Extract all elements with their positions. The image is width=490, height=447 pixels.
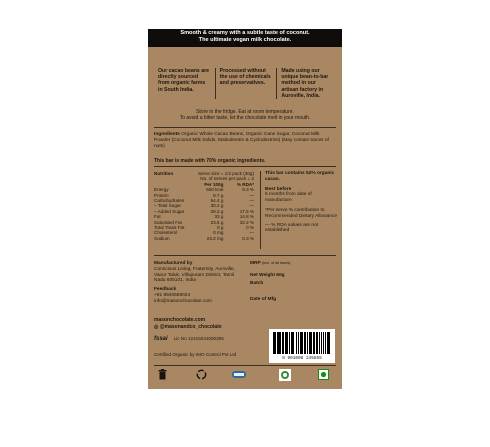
contact-links — [154, 317, 222, 331]
imo-icon — [232, 369, 246, 382]
serves-per-pack: No. of serves per pack = 2 — [200, 176, 254, 182]
instagram-handle: @masonandco_chocolate — [159, 324, 222, 330]
manufacturer-heading: Manufactured by — [154, 261, 193, 266]
barcode-bar — [301, 332, 302, 354]
col-rda: % RDA* — [236, 181, 254, 187]
barcode-bar — [289, 332, 290, 354]
barcode-bar — [279, 332, 280, 354]
retail-block — [250, 261, 338, 303]
bin-icon — [158, 369, 167, 382]
col-per100: Per 100g — [204, 181, 224, 187]
jaivik-bharat-icon — [279, 369, 291, 383]
nutrition-row: Total Trans Fat 0 g 0 % — [154, 225, 254, 231]
fssai-logo: fssai — [154, 336, 168, 342]
tagline-band — [148, 29, 342, 47]
divider — [154, 127, 336, 128]
recycle-icon — [196, 369, 207, 382]
feedback-email: info@masonchocolate.com — [154, 298, 212, 304]
net-weight: Net Weight 60g — [250, 272, 285, 278]
storage-instructions — [148, 109, 342, 122]
nutrition-row: Energy 550 kcal 8.3 % — [154, 187, 254, 193]
ingredients — [154, 132, 336, 150]
instagram-icon: ◎ — [154, 324, 159, 330]
mrp-note: (incl. of all taxes) — [262, 261, 291, 265]
rda-values-note: — % RDA values are not established — [265, 222, 319, 234]
nutrition-row: Protein 8.7 g — — [154, 192, 254, 198]
barcode-bar — [319, 332, 320, 354]
tagline-line-2: The ultimate vegan milk chocolate. — [198, 37, 292, 43]
feedback-heading: Feedback — [154, 287, 177, 293]
batch-label: Batch — [250, 280, 264, 286]
date-of-mfg-label: Date of Mfg — [250, 297, 277, 303]
nutrition-row: Cholesterol 0 mg — — [154, 230, 254, 236]
best-before-heading: Best before — [265, 186, 292, 192]
tagline-line-1: Smooth & creamy with a subtle taste of coconut. — [180, 30, 310, 36]
fssai-line — [154, 336, 224, 342]
barcode-bar — [323, 332, 324, 354]
nutrition-row: Saturated Fat 23.6 g 32.2 % — [154, 219, 254, 225]
nutrition-row: – Added Sugar 29.2 g 17.5 % — [154, 208, 254, 214]
barcode-bars — [273, 332, 331, 354]
chocolate-label — [148, 29, 342, 389]
best-before-text: 6 months from date of manufacture. — [265, 192, 312, 204]
feature-1: Our cacao beans are directly sourced from organic farms in South India. — [158, 68, 210, 93]
fssai-license: Lic No 12415031000355 — [173, 336, 224, 341]
barcode-bar — [329, 332, 330, 354]
barcode-number: 8 901008 245855 — [282, 356, 322, 361]
storage-line-1: Store in the fridge. Eat at room temperature. — [196, 109, 294, 115]
feature-3: Made using our unique bean-to-bar method in our artisan factory in Auroville, India. — [276, 68, 338, 99]
icon-row — [148, 367, 342, 385]
nutrition-panel — [154, 171, 254, 241]
divider — [154, 166, 336, 167]
manufacturer-address: Conscious Living, Fraternity, Auroville, Vanur Taluk, Villupuram District, Tamil Nadu 605101, India — [154, 266, 235, 284]
barcode-bar — [287, 332, 288, 354]
barcode-bar — [298, 332, 299, 354]
nutrition-row: Sodium 23.2 mg 0.3 % — [154, 235, 254, 241]
manufacturer-block — [154, 261, 242, 305]
rda-note: *Per serve % contribution to Recommended Dietary Allowance — [265, 207, 337, 219]
feedback-phone: +91 8940559024 — [154, 292, 191, 298]
nutrition-row: Fat 33 g 14.8 % — [154, 214, 254, 220]
divider — [154, 365, 336, 366]
barcode-bar — [283, 332, 284, 354]
website: masonchocolate.com — [154, 317, 206, 323]
nutrition-heading: Nutrition — [154, 171, 174, 176]
barcode — [269, 329, 335, 363]
certified-organic: Certified Organic by IMO Control Pvt Ltd — [154, 352, 237, 357]
organic-statement: This bar is made with 70% organic ingredients. — [154, 158, 266, 164]
ingredients-heading: Ingredients — [154, 132, 180, 137]
barcode-bar — [293, 332, 294, 354]
barcode-bar — [305, 332, 306, 354]
nutrition-row: Carbohydrates 54.4 g — — [154, 198, 254, 204]
divider — [154, 255, 336, 256]
mrp-label: MRP — [250, 261, 261, 266]
barcode-bar — [275, 332, 276, 354]
veg-mark-icon — [318, 369, 329, 382]
features-row — [154, 68, 338, 99]
serve-size: Serve size = 1/2 pack (30g) — [197, 171, 254, 176]
ingredients-text: Organic Whole Cacao Beans, Organic Cane Sugar, Coconut Milk Powder (Coconut Milk Solids, Maltodextrin & Cyclodextrins) (May contain traces of nuts) — [154, 132, 329, 149]
storage-line-2: To avoid a bitter taste, let the chocolate melt in your mouth. — [179, 115, 311, 122]
nutrition-row: – Total Sugar 30.2 g — — [154, 203, 254, 209]
cacao-content: This bar contains 52% organic cacao. — [265, 171, 335, 182]
feature-2: Processed without the use of chemicals and preservatives. — [215, 68, 277, 99]
vertical-divider — [260, 171, 261, 249]
side-info — [265, 171, 337, 234]
